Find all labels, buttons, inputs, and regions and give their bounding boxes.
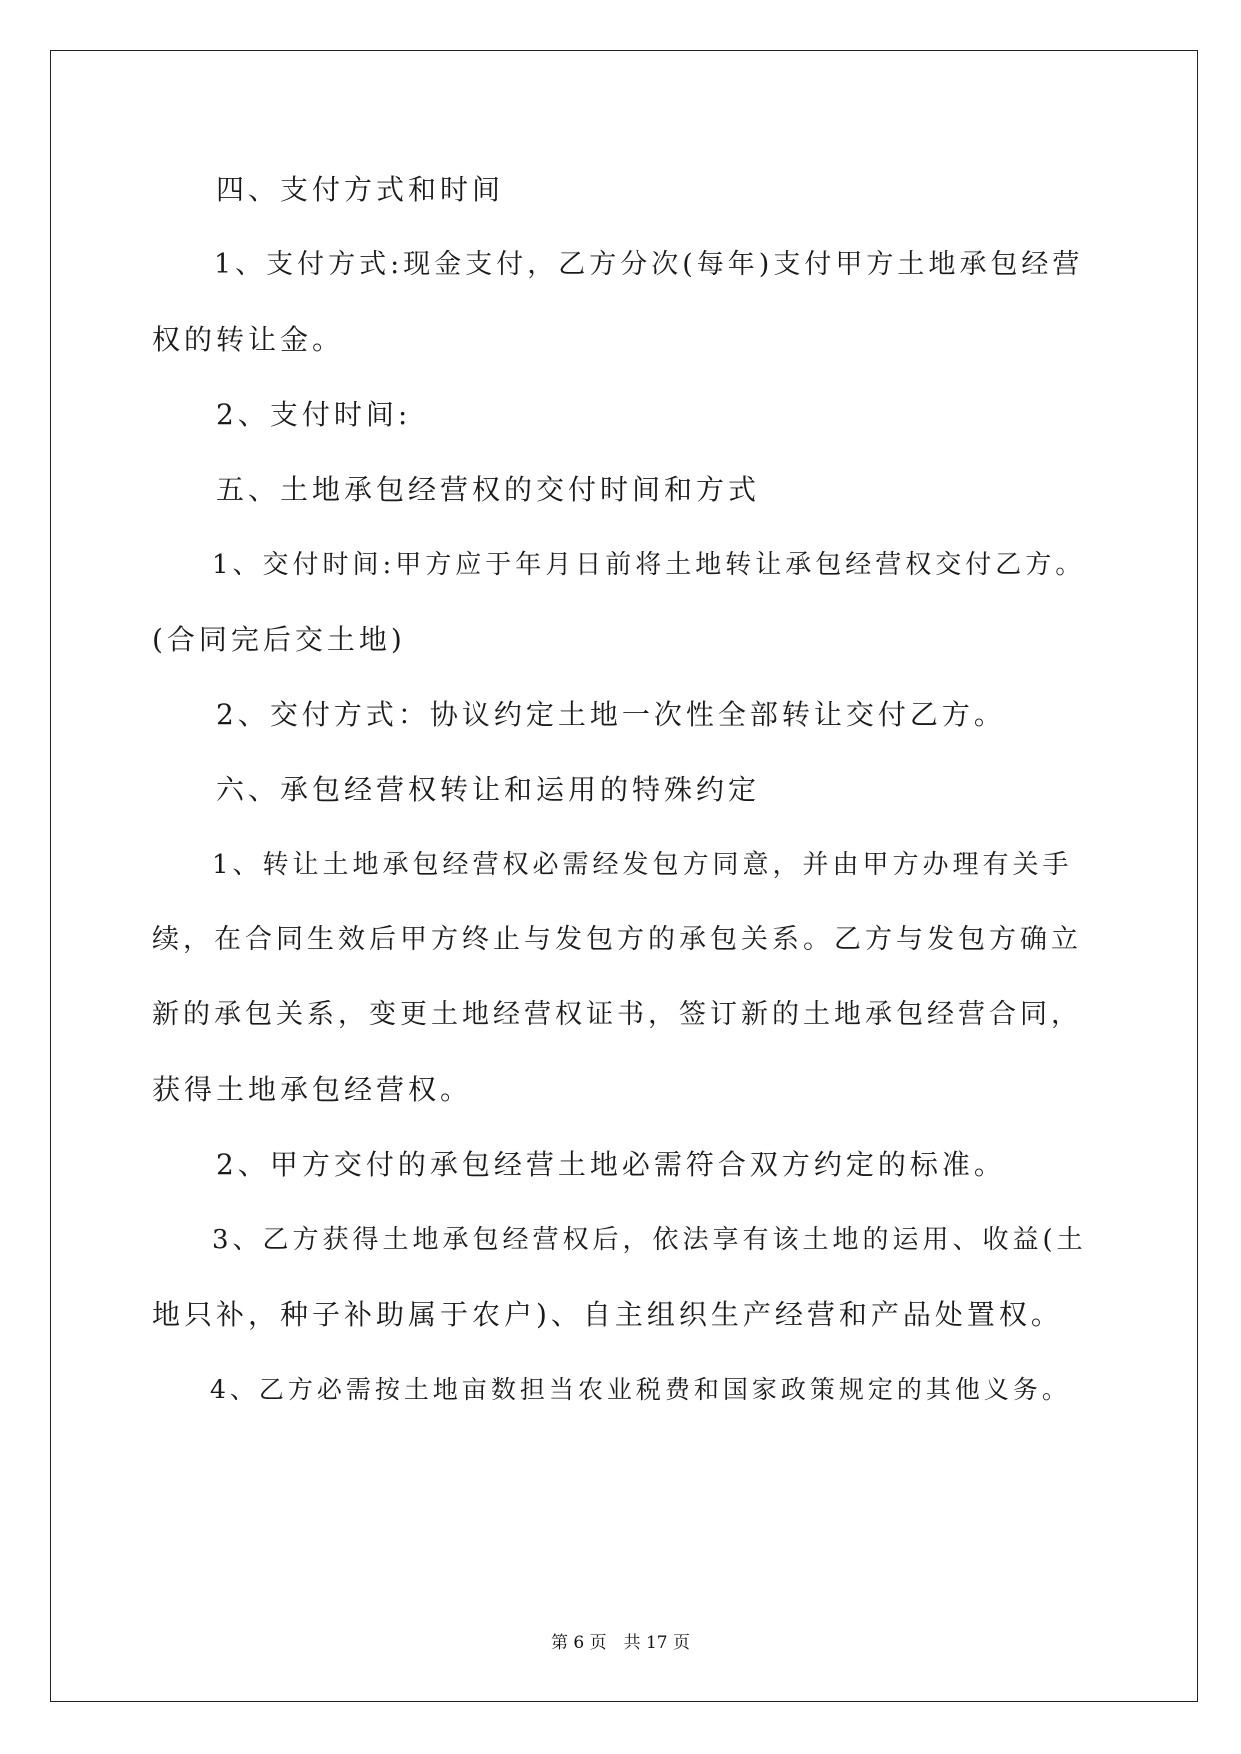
paragraph-line: 1、转让土地承包经营权必需经发包方同意，并由甲方办理有关手 bbox=[152, 850, 1073, 880]
paragraph-line: 3、乙方获得土地承包经营权后，依法享有该土地的运用、收益(土 bbox=[152, 1225, 1087, 1255]
paragraph-line: 地只补，种子补助属于农户)、自主组织生产经营和产品处置权。 bbox=[152, 1298, 1063, 1331]
paragraph-line: 2、支付时间: bbox=[152, 398, 412, 431]
paragraph-line: 续，在合同生效后甲方终止与发包方的承包关系。乙方与发包方确立 bbox=[152, 924, 1082, 955]
paragraph-line: 权的转让金。 bbox=[152, 323, 345, 356]
section-heading-delivery: 五、土地承包经营权的交付时间和方式 bbox=[152, 473, 761, 506]
section-heading-payment: 四、支付方式和时间 bbox=[152, 173, 505, 206]
paragraph-line: 4、乙方必需按土地亩数担当农业税费和国家政策规定的其他义务。 bbox=[152, 1375, 1071, 1404]
paragraph-line: 2、交付方式：协议约定土地一次性全部转让交付乙方。 bbox=[152, 698, 1006, 731]
page-number-footer: 第 6 页 共 17 页 bbox=[550, 1633, 691, 1653]
section-heading-special-terms: 六、承包经营权转让和运用的特殊约定 bbox=[152, 773, 761, 806]
paragraph-line: 2、甲方交付的承包经营土地必需符合双方约定的标准。 bbox=[152, 1148, 1006, 1181]
paragraph-line: (合同完后交土地) bbox=[152, 623, 406, 656]
paragraph-line: 1、交付时间:甲方应于年月日前将土地转让承包经营权交付乙方。 bbox=[152, 550, 1086, 580]
paragraph-line: 1、支付方式:现金支付，乙方分次(每年)支付甲方土地承包经营 bbox=[152, 249, 1084, 280]
paragraph-line: 获得土地承包经营权。 bbox=[152, 1073, 473, 1106]
paragraph-line: 新的承包关系，变更土地经营权证书，签订新的土地承包经营合同， bbox=[152, 999, 1082, 1030]
